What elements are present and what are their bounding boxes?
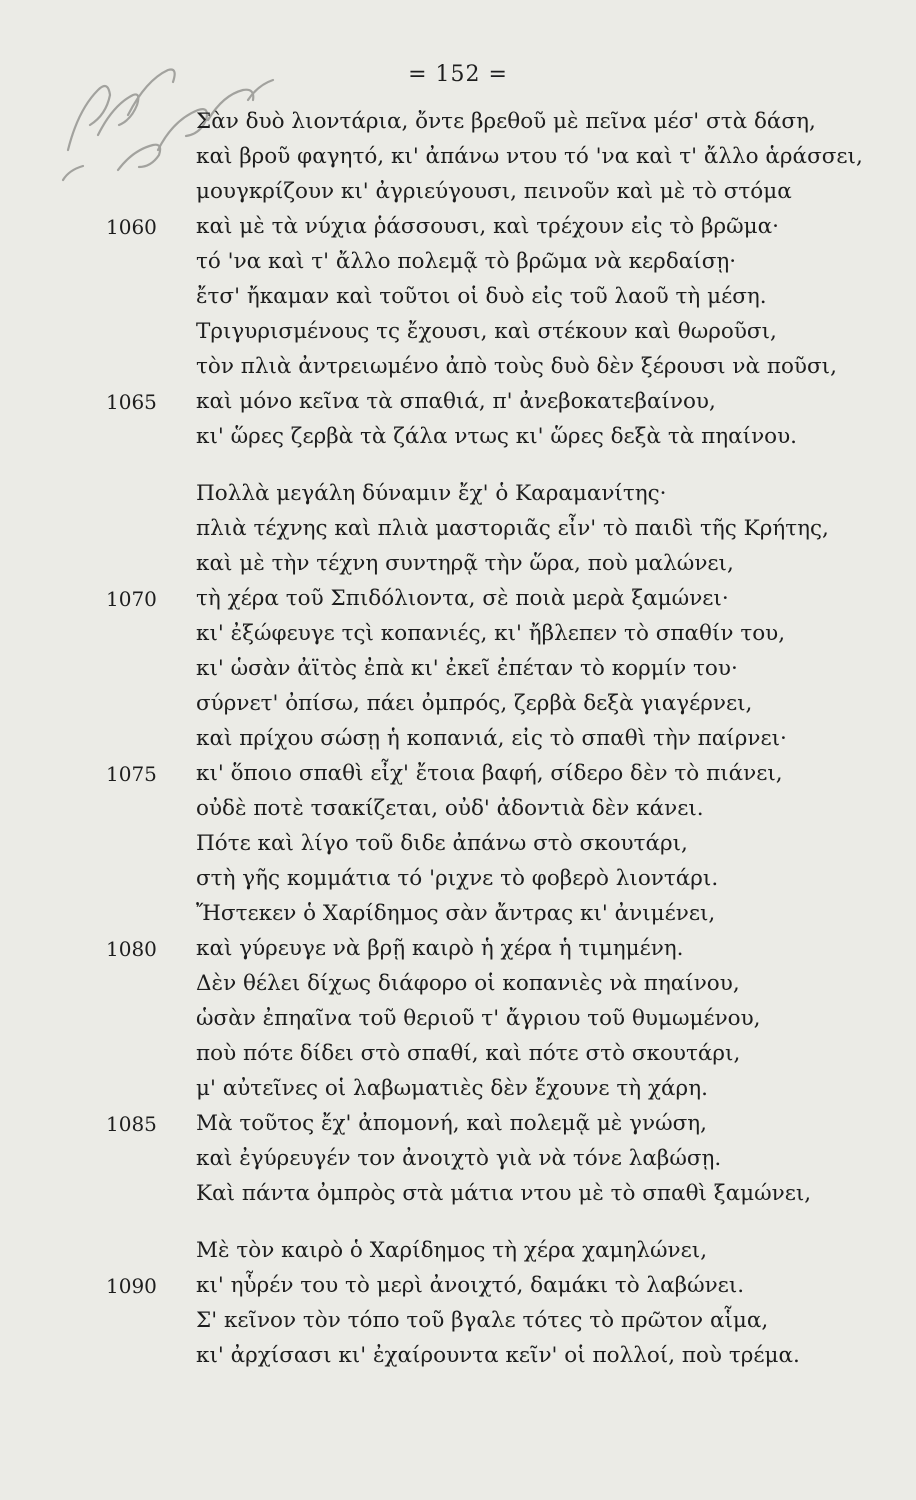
verse-text: καὶ γύρευγε νὰ βρῇ καιρὸ ἡ χέρα ἡ τιμημένη. (196, 936, 684, 961)
verse-line (0, 209, 916, 245)
verse-text: ποὺ πότε δίδει στὸ σπαθί, καὶ πότε στὸ σκουτάρι, (196, 1041, 741, 1066)
verse-line (0, 896, 916, 932)
verse-text: μουγκρίζουν κι' ἀγριεύγουσι, πεινοῦν καὶ μὲ τὸ στόμα (196, 179, 792, 204)
verse-text: κι' ηὗρέν του τὸ μερὶ ἀνοιχτό, δαμάκι τὸ λαβώνει. (196, 1273, 745, 1298)
verse-line (0, 966, 916, 1002)
verse-line (0, 279, 916, 315)
page-number: = 152 = (408, 62, 508, 87)
verse-text: καὶ μὲ τὰ νύχια ῥάσσουσι, καὶ τρέχουν εἰς τὸ βρῶμα· (196, 214, 779, 239)
verse-line (0, 1338, 916, 1374)
verse-line (0, 1176, 916, 1212)
verse-line (0, 1141, 916, 1177)
verse-line (0, 861, 916, 897)
verse-line (0, 546, 916, 582)
verse-text: κι' ὅποιο σπαθὶ εἶχ' ἔτοια βαφή, σίδερο δὲν τὸ πιάνει, (196, 761, 783, 786)
verse-text: καὶ μὲ τὴν τέχνη συντηρᾷ τὴν ὥρα, ποὺ μαλώνει, (196, 551, 734, 576)
verse-line (0, 721, 916, 757)
verse-line (0, 686, 916, 722)
line-number: 1085 (106, 1112, 157, 1136)
line-number: 1075 (106, 762, 157, 786)
verse-line (0, 244, 916, 280)
verse-text: τὴ χέρα τοῦ Σπιδόλιοντα, σὲ ποιὰ μερὰ ξαμώνει· (196, 586, 729, 611)
verse-line (0, 791, 916, 827)
verse-text: ἔτσ' ἤκαμαν καὶ τοῦτοι οἱ δυὸ εἰς τοῦ λαοῦ τὴ μέση. (196, 284, 767, 309)
verse-line (0, 1106, 916, 1142)
verse-text: καὶ ἐγύρευγέν τον ἀνοιχτὸ γιὰ νὰ τόνε λαβώσῃ. (196, 1146, 722, 1171)
verse-text: κι' ἐξώφευγε τςὶ κοπανιές, κι' ἤβλεπεν τὸ σπαθίν του, (196, 621, 786, 646)
verse-line (0, 931, 916, 967)
verse-text: στὴ γῆς κομμάτια τό 'ριχνε τὸ φοβερὸ λιοντάρι. (196, 866, 719, 891)
verse-text: Σὰν δυὸ λιοντάρια, ὄντε βρεθοῦ μὲ πεῖνα μέσ' στὰ δάση, (196, 109, 816, 134)
verse-text: κι' ὥρες ζερβὰ τὰ ζάλα ντως κι' ὥρες δεξὰ τὰ πηαίνου. (196, 424, 797, 449)
verse-line (0, 314, 916, 350)
verse-line (0, 476, 916, 512)
line-number: 1065 (106, 390, 157, 414)
verse-text: τό 'να καὶ τ' ἄλλο πολεμᾷ τὸ βρῶμα νὰ κερδαίσῃ· (196, 249, 737, 274)
verse-line (0, 139, 916, 175)
verse-line (0, 616, 916, 652)
line-number: 1070 (106, 587, 157, 611)
verse-text: Μὲ τὸν καιρὸ ὁ Χαρίδημος τὴ χέρα χαμηλώνει, (196, 1238, 708, 1263)
verse-line (0, 1001, 916, 1037)
verse-line (0, 581, 916, 617)
verse-line (0, 349, 916, 385)
verse-text: Σ' κεῖνον τὸν τόπο τοῦ βγαλε τότες τὸ πρῶτον αἷμα, (196, 1308, 769, 1333)
verse-line (0, 1036, 916, 1072)
verse-line (0, 419, 916, 455)
verse-text: Πότε καὶ λίγο τοῦ διδε ἀπάνω στὸ σκουτάρι, (196, 831, 688, 856)
verse-text: τὸν πλιὰ ἀντρειωμένο ἀπὸ τοὺς δυὸ δὲν ξέρουσι νὰ ποῦσι, (196, 354, 837, 379)
verse-line (0, 1071, 916, 1107)
verse-text: πλιὰ τέχνης καὶ πλιὰ μαστοριᾶς εἶν' τὸ παιδὶ τῆς Κρήτης, (196, 516, 829, 541)
verse-line (0, 384, 916, 420)
verse-text: ὡσὰν ἐπηαῖνα τοῦ θεριοῦ τ' ἄγριου τοῦ θυμωμένου, (196, 1006, 761, 1031)
verse-text: μ' αὐτεῖνες οἱ λαβωματιὲς δὲν ἔχουνε τὴ χάρη. (196, 1076, 708, 1101)
verse-text: Ἤστεκεν ὁ Χαρίδημος σὰν ἄντρας κι' ἀνιμένει, (196, 901, 716, 926)
verse-line (0, 174, 916, 210)
line-number: 1090 (106, 1274, 157, 1298)
verse-text: κι' ὡσὰν ἀϊτὸς ἐπὰ κι' ἐκεῖ ἐπέταν τὸ κορμίν του· (196, 656, 738, 681)
verse-text: Καὶ πάντα ὀμπρὸς στὰ μάτια ντου μὲ τὸ σπαθὶ ξαμώνει, (196, 1181, 812, 1206)
verse-line (0, 1303, 916, 1339)
verse-line (0, 826, 916, 862)
line-number: 1080 (106, 937, 157, 961)
verse-text: καὶ πρίχου σώσῃ ἡ κοπανιά, εἰς τὸ σπαθὶ τὴν παίρνει· (196, 726, 787, 751)
verse-text: Μὰ τοῦτος ἔχ' ἀπομονή, καὶ πολεμᾷ μὲ γνώση, (196, 1111, 708, 1136)
verse-line (0, 651, 916, 687)
verse-text: κι' ἀρχίσασι κι' ἐχαίρουντα κεῖν' οἱ πολλοί, ποὺ τρέμα. (196, 1343, 800, 1368)
verse-text: καὶ μόνο κεῖνα τὰ σπαθιά, π' ἀνεβοκατεβαίνου, (196, 389, 716, 414)
verse-text: Τριγυρισμένους τς ἔχουσι, καὶ στέκουν καὶ θωροῦσι, (196, 319, 777, 344)
verse-line (0, 1268, 916, 1304)
verse-line (0, 756, 916, 792)
verse-text: σύρνετ' ὀπίσω, πάει ὀμπρός, ζερβὰ δεξὰ γιαγέρνει, (196, 691, 753, 716)
verse-text: καὶ βροῦ φαγητό, κι' ἀπάνω ντου τό 'να καὶ τ' ἄλλο ἁράσσει, (196, 144, 863, 169)
verse-text: Δὲν θέλει δίχως διάφορο οἱ κοπανιὲς νὰ πηαίνου, (196, 971, 740, 996)
line-number: 1060 (106, 215, 157, 239)
verse-line (0, 511, 916, 547)
verse-text: Πολλὰ μεγάλη δύναμιν ἔχ' ὁ Καραμανίτης· (196, 481, 667, 506)
verse-line (0, 104, 916, 140)
verse-text: οὐδὲ ποτὲ τσακίζεται, οὐδ' ἀδοντιὰ δὲν κάνει. (196, 796, 704, 821)
verse-line (0, 1233, 916, 1269)
